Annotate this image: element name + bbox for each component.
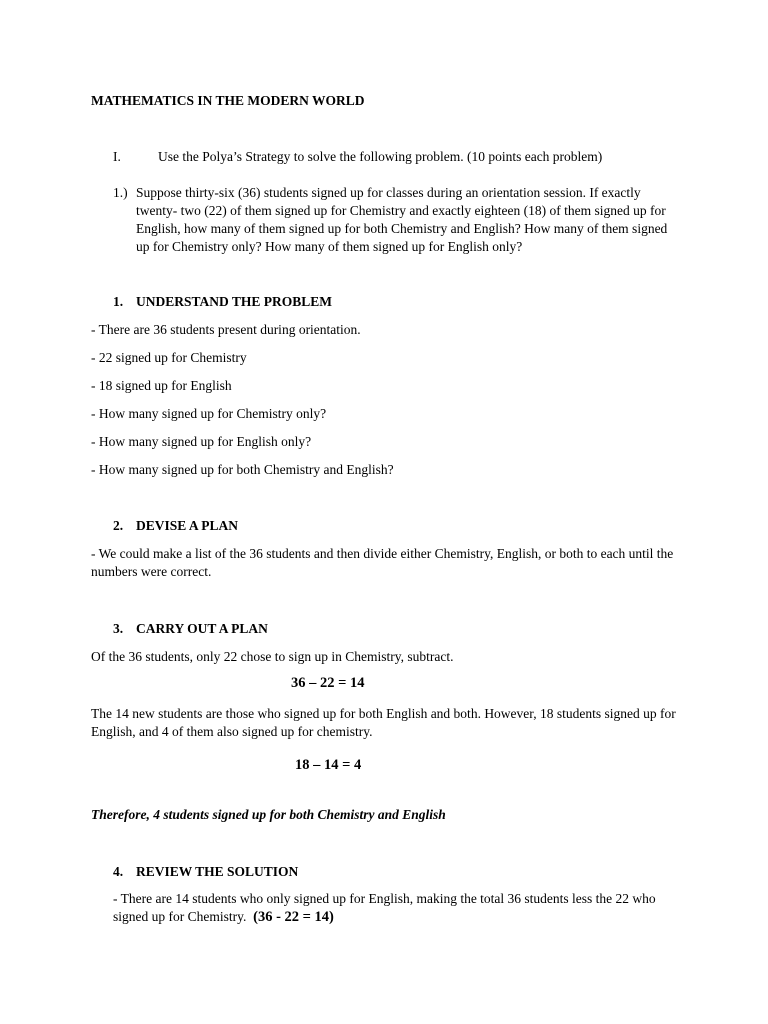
instruction-numeral: I. <box>113 149 121 164</box>
review-equation: (36 - 22 = 14) <box>253 909 334 925</box>
equation-1: 36 – 22 = 14 <box>291 675 365 691</box>
section-4-title: REVIEW THE SOLUTION <box>136 864 299 879</box>
problem-number: 1.) <box>113 185 128 200</box>
understand-bullet: - How many signed up for English only? <box>91 434 312 449</box>
section-2-number: 2. <box>113 518 124 533</box>
problem-text: Suppose thirty-six (36) students signed up for classes during an orientation session. If exactly twenty- two (22) of them signed up for Chemistry and exactly eighteen (18) of them signed up for English, how many of them signed up for both Chemistry and English? How many of them signed up for Chemistry only? How many of them signed up for English only? <box>136 185 668 254</box>
understand-bullet: - There are 36 students present during orientation. <box>91 322 361 337</box>
carry-text-1: Of the 36 students, only 22 chose to sign up in Chemistry, subtract. <box>91 649 454 664</box>
conclusion-text: Therefore, 4 students signed up for both Chemistry and English <box>91 807 446 822</box>
section-4-number: 4. <box>113 864 124 879</box>
section-3-number: 3. <box>113 621 124 636</box>
review-paragraph <box>113 890 683 926</box>
understand-bullet: - 22 signed up for Chemistry <box>91 350 247 365</box>
equation-2: 18 – 14 = 4 <box>295 757 362 773</box>
understand-bullet: - 18 signed up for English <box>91 378 232 393</box>
document-title: MATHEMATICS IN THE MODERN WORLD <box>91 93 365 108</box>
section-2-title: DEVISE A PLAN <box>136 518 239 533</box>
section-1-title: UNDERSTAND THE PROBLEM <box>136 294 333 309</box>
understand-bullet: - How many signed up for both Chemistry and English? <box>91 462 394 477</box>
section-3-title: CARRY OUT A PLAN <box>136 621 268 636</box>
devise-text: - We could make a list of the 36 students and then divide either Chemistry, English, or both to each until the numbers were correct. <box>91 546 674 579</box>
carry-text-2: The 14 new students are those who signed up for both English and both. However, 18 students signed up for English, and 4 of them also signed up for chemistry. <box>91 706 676 739</box>
understand-bullet: - How many signed up for Chemistry only? <box>91 406 327 421</box>
review-text: - There are 14 students who only signed up for English, making the total 36 students less the 22 who signed up for Chemistry. <box>113 891 656 924</box>
instruction-text: Use the Polya’s Strategy to solve the following problem. (10 points each problem) <box>158 149 603 164</box>
section-1-number: 1. <box>113 294 124 309</box>
